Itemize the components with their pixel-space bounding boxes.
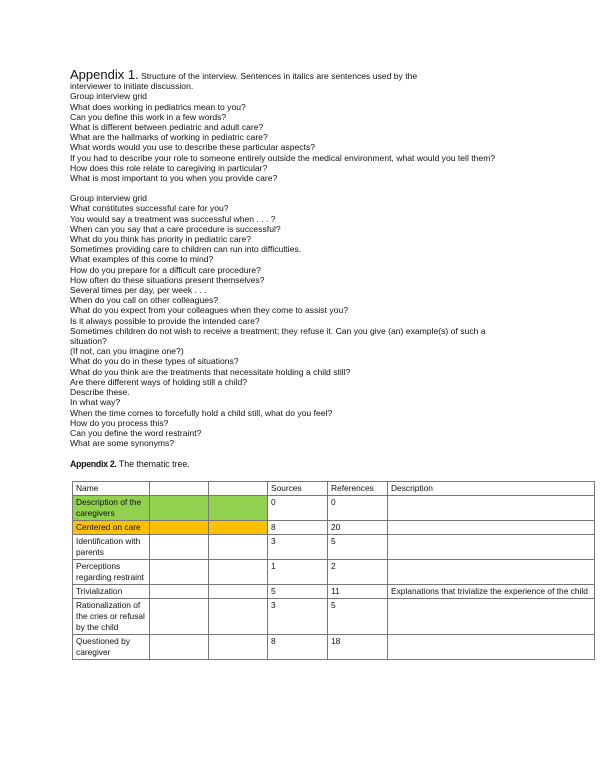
cell-blank <box>209 535 268 560</box>
cell-sources: 1 <box>268 560 328 585</box>
appendix-2-caption: The thematic tree. <box>116 459 190 469</box>
table-row <box>73 585 595 599</box>
cell-name: Perceptions regarding restraint <box>73 560 150 585</box>
header-sources: Sources <box>268 482 328 496</box>
interview-question: What words would you use to describe these particular aspects? <box>70 142 316 153</box>
interview-grid-1 <box>70 91 550 183</box>
thematic-tree-table <box>72 481 595 660</box>
cell-blank <box>150 496 209 521</box>
interview-question: What do you expect from your colleagues when they come to assist you? <box>70 305 349 316</box>
interview-question: situation? <box>70 336 107 347</box>
interview-question: What examples of this come to mind? <box>70 254 214 265</box>
interview-question: Can you define the word restraint? <box>70 427 202 438</box>
cell-description <box>388 560 595 585</box>
appendix-2-title: Appendix 2. <box>70 459 117 469</box>
cell-sources: 8 <box>268 635 328 660</box>
interview-grid-2 <box>70 193 550 448</box>
cell-name: Description of the caregivers <box>73 496 150 521</box>
cell-sources: 3 <box>268 599 328 635</box>
cell-blank <box>209 496 268 521</box>
table-row <box>73 521 595 535</box>
cell-references: 5 <box>328 599 388 635</box>
cell-references: 5 <box>328 535 388 560</box>
cell-blank <box>150 521 209 535</box>
appendix-1 <box>70 67 550 449</box>
interview-question: Describe these. <box>70 387 130 398</box>
cell-name: Trivialization <box>73 585 150 599</box>
interview-question: What constitutes successful care for you? <box>70 203 229 214</box>
cell-name: Centered on care <box>73 521 150 535</box>
interview-question: What do you think are the treatments that necessitate holding a child still? <box>70 366 351 377</box>
interview-question: You would say a treatment was successful when . . . ? <box>70 213 276 224</box>
interview-question: What is different between pediatric and adult care? <box>70 122 264 133</box>
cell-blank <box>209 635 268 660</box>
header-blank-2 <box>209 482 268 496</box>
interview-question: When do you call on other colleagues? <box>70 295 219 306</box>
cell-references: 0 <box>328 496 388 521</box>
cell-description <box>388 599 595 635</box>
cell-description <box>388 521 595 535</box>
cell-blank <box>209 560 268 585</box>
interview-question: Is it always possible to provide the intended care? <box>70 315 260 326</box>
interview-question: How often do these situations present themselves? <box>70 274 265 285</box>
cell-blank <box>150 599 209 635</box>
table-row <box>73 599 595 635</box>
interview-question: When the time comes to forcefully hold a child still, what do you feel? <box>70 407 333 418</box>
interview-question: What do you do in these types of situations? <box>70 356 239 367</box>
interview-question: Are there different ways of holding still a child? <box>70 376 248 387</box>
interview-question: (If not, can you imagine one?) <box>70 346 184 357</box>
interview-question: Sometimes children do not wish to receive a treatment; they refuse it. Can you give (an) example(s) of such a <box>70 325 486 336</box>
interview-question: What are some synonyms? <box>70 438 175 449</box>
cell-description <box>388 496 595 521</box>
cell-references: 18 <box>328 635 388 660</box>
interview-question: Group interview grid <box>70 91 147 102</box>
cell-references: 20 <box>328 521 388 535</box>
cell-blank <box>150 635 209 660</box>
table-row <box>73 496 595 521</box>
cell-sources: 5 <box>268 585 328 599</box>
header-blank-1 <box>150 482 209 496</box>
cell-description: Explanations that trivialize the experience of the child <box>388 585 595 599</box>
appendix-1-intro-line1: Structure of the interview. Sentences in italics are sentences used by the <box>138 71 418 81</box>
interview-question: Group interview grid <box>70 193 147 204</box>
appendix-1-intro-line2: interviewer to initiate discussion. <box>70 81 194 92</box>
appendix-2-heading <box>70 459 190 469</box>
interview-question: Can you define this work in a few words? <box>70 111 227 122</box>
header-description: Description <box>388 482 595 496</box>
cell-blank <box>150 535 209 560</box>
cell-sources: 8 <box>268 521 328 535</box>
cell-references: 11 <box>328 585 388 599</box>
appendix-1-title: Appendix 1. <box>70 67 139 82</box>
cell-blank <box>150 585 209 599</box>
cell-description <box>388 535 595 560</box>
interview-question: What are the hallmarks of working in pediatric care? <box>70 132 268 143</box>
interview-question: Sometimes providing care to children can run into difficulties. <box>70 244 302 255</box>
cell-blank <box>209 521 268 535</box>
cell-blank <box>209 599 268 635</box>
cell-name: Rationalization of the cries or refusal by the child <box>73 599 150 635</box>
interview-question: What does working in pediatrics mean to you? <box>70 101 246 112</box>
cell-blank <box>209 585 268 599</box>
cell-sources: 3 <box>268 535 328 560</box>
cell-sources: 0 <box>268 496 328 521</box>
cell-references: 2 <box>328 560 388 585</box>
interview-question: Several times per day, per week . . . <box>70 285 207 296</box>
cell-name: Identification with parents <box>73 535 150 560</box>
table-row <box>73 535 595 560</box>
interview-question: In what way? <box>70 397 121 408</box>
interview-question: What do you think has priority in pediatric care? <box>70 234 252 245</box>
header-name: Name <box>73 482 150 496</box>
header-references: References <box>328 482 388 496</box>
cell-blank <box>150 560 209 585</box>
table-row <box>73 560 595 585</box>
appendix-1-intro <box>70 67 550 82</box>
interview-question: How do you prepare for a difficult care procedure? <box>70 264 261 275</box>
interview-question: How do you process this? <box>70 417 169 428</box>
interview-question: What is most important to you when you provide care? <box>70 173 278 184</box>
table-header-row <box>73 482 595 496</box>
cell-name: Questioned by caregiver <box>73 635 150 660</box>
cell-description <box>388 635 595 660</box>
interview-question: How does this role relate to caregiving in particular? <box>70 162 268 173</box>
interview-question: When can you say that a care procedure is successful? <box>70 223 281 234</box>
interview-question: If you had to describe your role to someone entirely outside the medical environment, what would you tell them? <box>70 152 496 163</box>
table-row <box>73 635 595 660</box>
